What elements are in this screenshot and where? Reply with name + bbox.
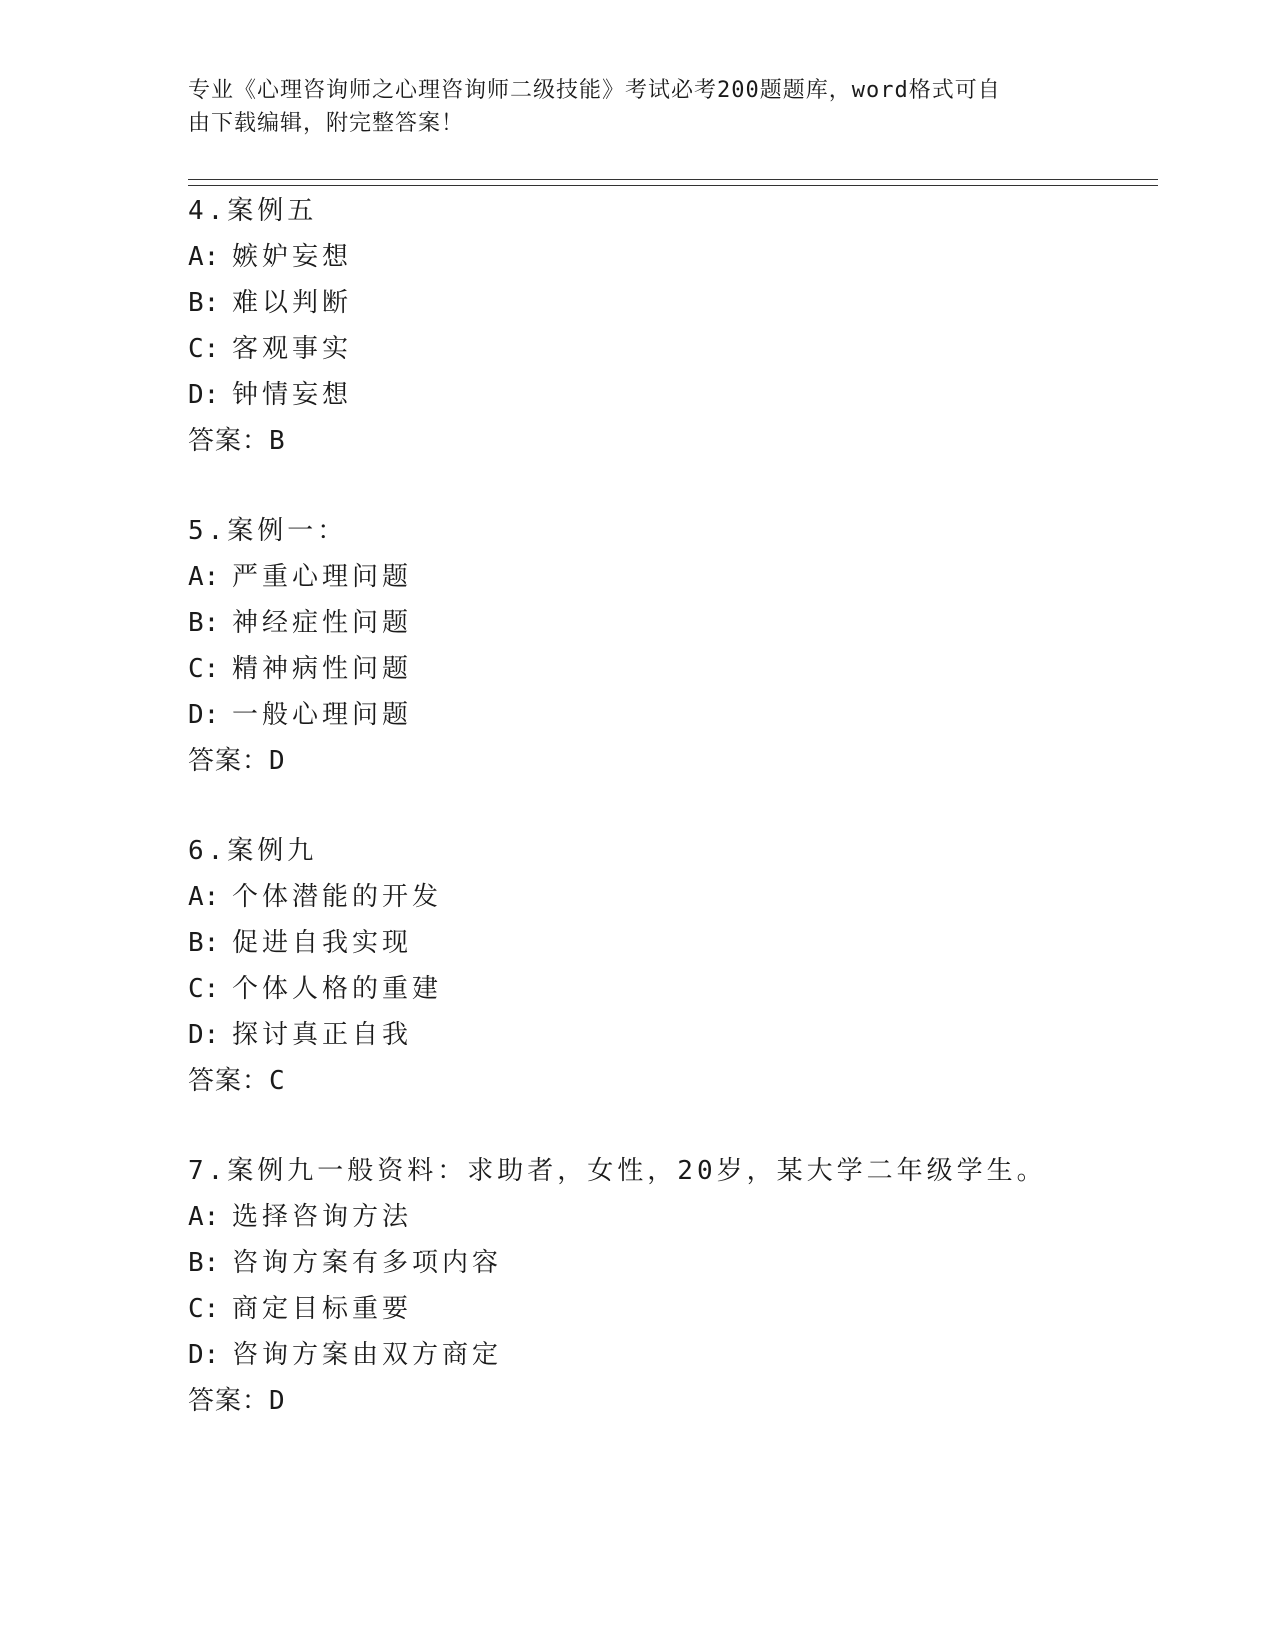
option-text: 促进自我实现 bbox=[232, 928, 413, 958]
option-b bbox=[188, 1240, 1158, 1286]
option-key: B: bbox=[188, 288, 220, 318]
option-d bbox=[188, 372, 1158, 418]
option-text: 嫉妒妄想 bbox=[232, 242, 353, 272]
option-key: A: bbox=[188, 562, 220, 592]
option-text: 钟情妄想 bbox=[232, 380, 353, 410]
option-key: A: bbox=[188, 242, 220, 272]
option-text: 个体人格的重建 bbox=[232, 974, 443, 1004]
question-title: 7.案例九一般资料：求助者，女性，20岁，某大学二年级学生。 bbox=[188, 1156, 1047, 1186]
option-a bbox=[188, 874, 1158, 920]
option-c bbox=[188, 326, 1158, 372]
question-5 bbox=[188, 508, 1158, 784]
option-text: 严重心理问题 bbox=[232, 562, 413, 592]
option-text: 精神病性问题 bbox=[232, 654, 413, 684]
option-c bbox=[188, 966, 1158, 1012]
option-text: 咨询方案有多项内容 bbox=[232, 1248, 503, 1278]
answer-line: 答案：C bbox=[188, 1066, 286, 1096]
header-line-1: 专业《心理咨询师之心理咨询师二级技能》考试必考200题题库，word格式可自 bbox=[188, 78, 1001, 103]
option-text: 一般心理问题 bbox=[232, 700, 413, 730]
option-key: B: bbox=[188, 1248, 220, 1278]
option-a bbox=[188, 234, 1158, 280]
option-b bbox=[188, 280, 1158, 326]
option-text: 咨询方案由双方商定 bbox=[232, 1340, 503, 1370]
header-line-2: 由下载编辑，附完整答案！ bbox=[188, 111, 465, 136]
option-key: C: bbox=[188, 654, 220, 684]
question-title: 6.案例九 bbox=[188, 836, 318, 866]
option-key: D: bbox=[188, 380, 220, 410]
option-text: 难以判断 bbox=[232, 288, 353, 318]
option-c bbox=[188, 1286, 1158, 1332]
question-title: 4.案例五 bbox=[188, 196, 318, 226]
option-key: B: bbox=[188, 928, 220, 958]
option-d bbox=[188, 1332, 1158, 1378]
option-key: C: bbox=[188, 334, 220, 364]
answer-line: 答案：D bbox=[188, 746, 286, 776]
option-key: C: bbox=[188, 1294, 220, 1324]
option-key: A: bbox=[188, 1202, 220, 1232]
question-7 bbox=[188, 1148, 1158, 1424]
header-divider bbox=[188, 179, 1158, 186]
option-key: D: bbox=[188, 700, 220, 730]
option-text: 选择咨询方法 bbox=[232, 1202, 413, 1232]
option-text: 客观事实 bbox=[232, 334, 353, 364]
answer-line: 答案：D bbox=[188, 1386, 286, 1416]
option-b bbox=[188, 600, 1158, 646]
option-text: 探讨真正自我 bbox=[232, 1020, 413, 1050]
question-title: 5.案例一： bbox=[188, 516, 348, 546]
answer-line: 答案：B bbox=[188, 426, 286, 456]
option-d bbox=[188, 1012, 1158, 1058]
option-key: B: bbox=[188, 608, 220, 638]
option-a bbox=[188, 1194, 1158, 1240]
option-text: 商定目标重要 bbox=[232, 1294, 413, 1324]
option-b bbox=[188, 920, 1158, 966]
option-key: A: bbox=[188, 882, 220, 912]
option-text: 神经症性问题 bbox=[232, 608, 413, 638]
option-d bbox=[188, 692, 1158, 738]
question-list bbox=[188, 188, 1158, 1468]
option-key: C: bbox=[188, 974, 220, 1004]
option-key: D: bbox=[188, 1340, 220, 1370]
option-a bbox=[188, 554, 1158, 600]
option-text: 个体潜能的开发 bbox=[232, 882, 443, 912]
question-6 bbox=[188, 828, 1158, 1104]
document-header bbox=[188, 74, 1088, 140]
option-c bbox=[188, 646, 1158, 692]
option-key: D: bbox=[188, 1020, 220, 1050]
question-4 bbox=[188, 188, 1158, 464]
